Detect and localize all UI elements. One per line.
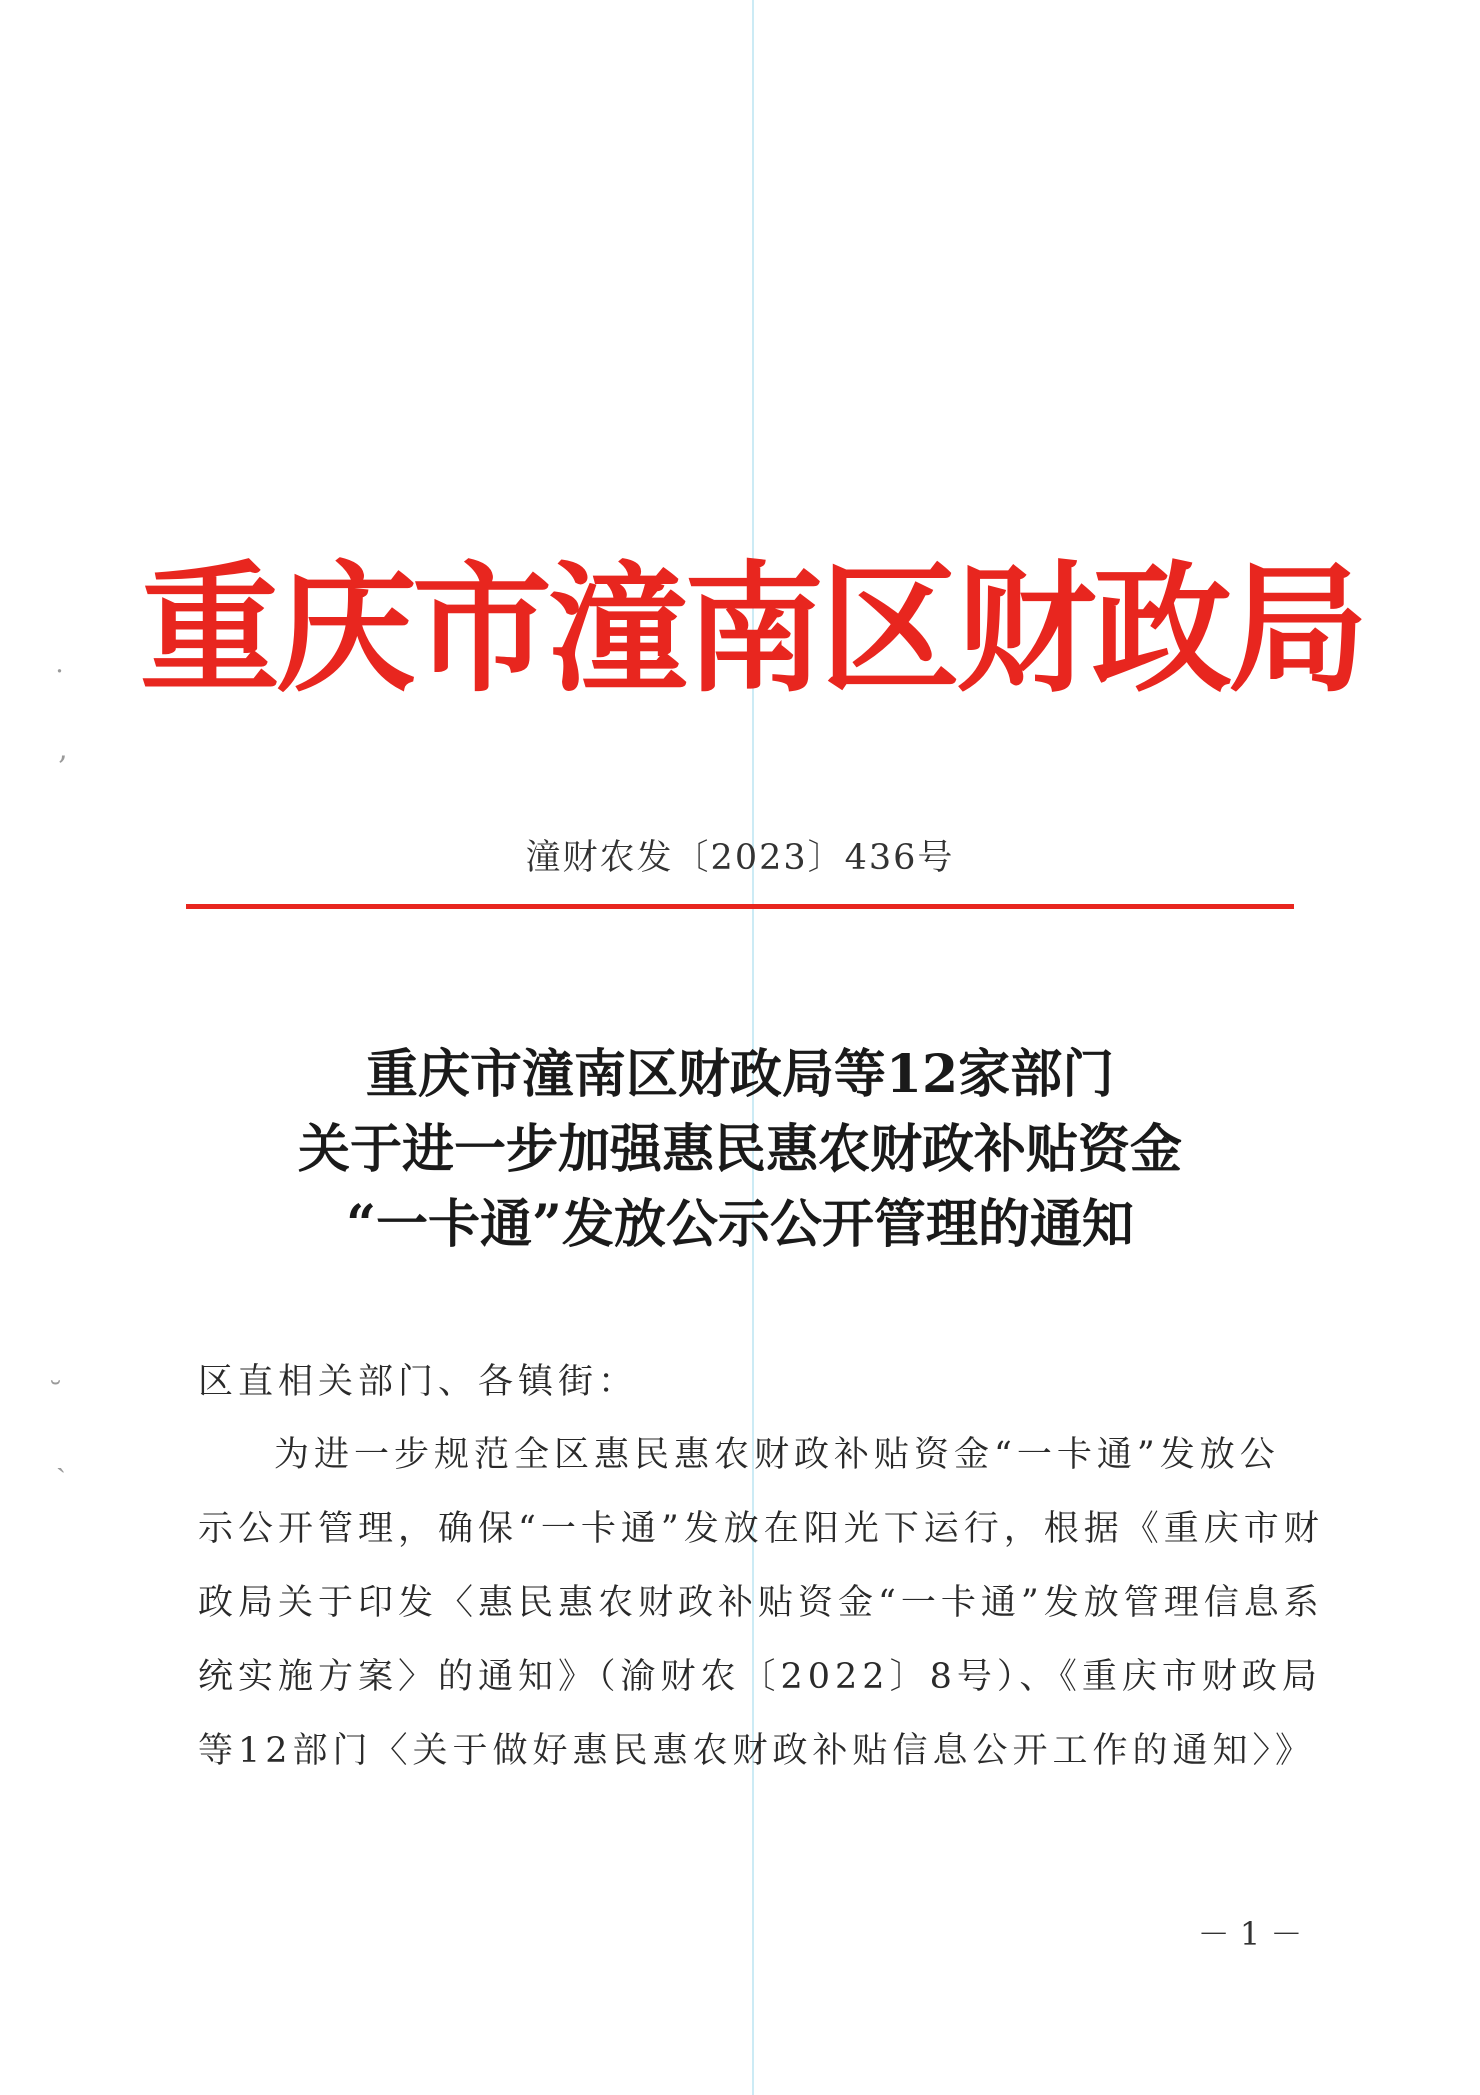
document-title-line: 重庆市潼南区财政局等12家部门 <box>365 1044 1115 1105</box>
salutation: 区直相关部门、各镇街： <box>198 1362 639 1402</box>
paragraph-line: 等12部门〈关于做好惠民惠农财政补贴信息公开工作的通知〉》 <box>198 1731 1316 1771</box>
scan-speck-mark: ˙ <box>52 665 67 700</box>
paragraph-line: 统实施方案〉的通知》（渝财农〔2022〕8号）、《重庆市财政局 <box>198 1657 1322 1697</box>
page-number: － 1 － <box>1197 1915 1303 1953</box>
paragraph-line: 示公开管理，确保“一卡通”发放在阳光下运行，根据《重庆市财 <box>198 1509 1324 1549</box>
document-title-line: 关于进一步加强惠民惠农财政补贴资金 <box>297 1119 1182 1180</box>
letterhead-red-rule <box>186 904 1294 909</box>
scan-speck-mark: ˘ <box>48 1377 63 1412</box>
scan-speck-mark: ‚ <box>58 732 68 767</box>
document-title-line: “一卡通”发放公示公开管理的通知 <box>346 1194 1134 1255</box>
paragraph-line: 为进一步规范全区惠民惠农财政补贴资金“一卡通”发放公 <box>274 1435 1280 1475</box>
document-number: 潼财农发〔2023〕436号 <box>525 838 955 878</box>
letterhead-org-name: 重庆市潼南区财政局 <box>140 548 1365 712</box>
paragraph-line: 政局关于印发〈惠民惠农财政补贴资金“一卡通”发放管理信息系 <box>198 1583 1324 1623</box>
scan-speck-mark: ˎ <box>56 1439 66 1474</box>
